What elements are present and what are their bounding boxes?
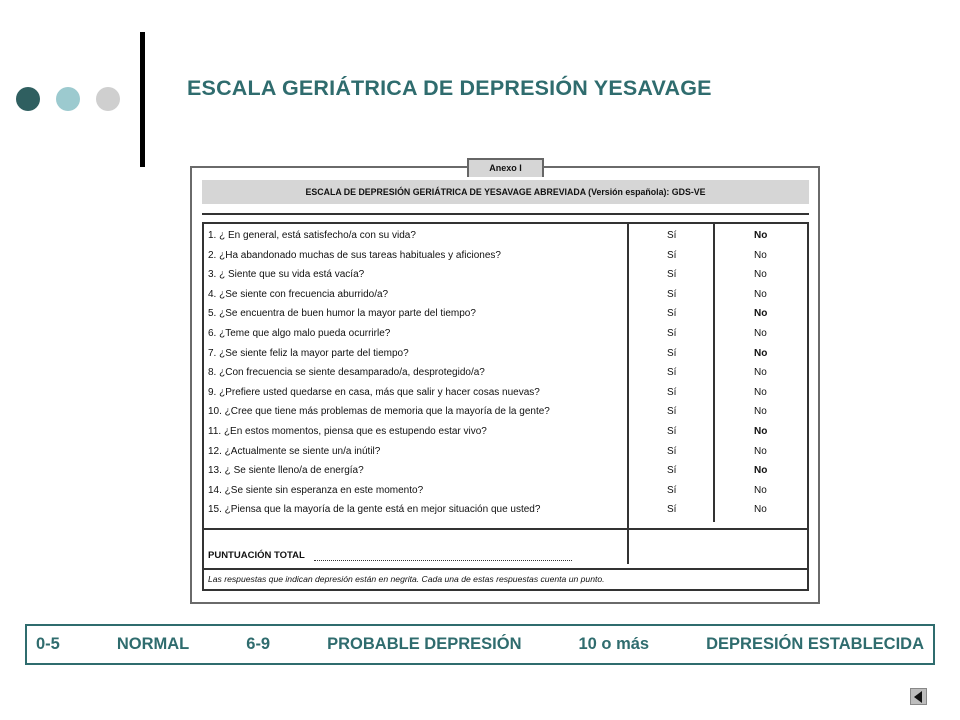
heading-rule — [202, 213, 809, 215]
question-row — [204, 345, 807, 365]
questions-table — [202, 222, 809, 591]
question-text: 9. ¿Prefiere usted quedarse en casa, más que salir y hacer cosas nuevas? — [208, 386, 540, 398]
question-text: 13. ¿ Se siente lleno/a de energía? — [208, 465, 364, 477]
question-row — [204, 462, 807, 482]
scanned-questionnaire — [190, 166, 820, 604]
back-nav-button[interactable] — [910, 688, 927, 705]
question-text: 14. ¿Se siente sin esperanza en este momento? — [208, 484, 424, 496]
triangle-left-icon — [914, 691, 922, 703]
question-text: 10. ¿Cree que tiene más problemas de memoria que la mayoría de la gente? — [208, 406, 550, 418]
total-score-label: PUNTUACIÓN TOTAL — [208, 550, 305, 561]
question-row — [204, 384, 807, 404]
question-text: 8. ¿Con frecuencia se siente desamparado/a, desprotegido/a? — [208, 367, 485, 379]
normal-range: 0-5 — [36, 635, 60, 653]
answer-no: No — [754, 426, 768, 437]
question-row — [204, 325, 807, 345]
answer-si: Sí — [667, 465, 677, 477]
answer-no: No — [754, 308, 768, 320]
scoring-legend — [25, 624, 935, 665]
total-score-dotted-line — [314, 552, 572, 561]
question-text: 6. ¿Teme que algo malo pueda ocurrirle? — [208, 328, 391, 339]
answer-si: Sí — [667, 288, 677, 300]
answer-si: Sí — [667, 367, 677, 379]
answer-no: No — [754, 328, 767, 339]
question-text: 2. ¿Ha abandonado muchas de sus tareas habituales y aficiones? — [208, 249, 501, 261]
answer-si: Sí — [667, 445, 677, 457]
row-divider — [204, 568, 807, 570]
established-range: 10 o más — [578, 635, 650, 653]
question-row — [204, 501, 807, 521]
questionnaire-heading: ESCALA DE DEPRESIÓN GERIÁTRICA DE YESAVAGE ABREVIADA (Versión española): GDS-VE — [202, 180, 809, 204]
answer-si: Sí — [667, 347, 677, 359]
answer-no: No — [754, 269, 767, 281]
question-text: 15. ¿Piensa que la mayoría de la gente está en mejor situación que usted? — [208, 504, 541, 516]
answer-si: Sí — [667, 269, 677, 281]
answer-no: No — [754, 445, 767, 457]
answer-no: No — [754, 504, 767, 516]
question-row — [204, 443, 807, 463]
question-row — [204, 364, 807, 384]
question-text: 12. ¿Actualmente se siente un/a inútil? — [208, 445, 381, 457]
probable-label: PROBABLE DEPRESIÓN — [327, 635, 522, 653]
question-row — [204, 266, 807, 286]
question-text: 3. ¿ Siente que su vida está vacía? — [208, 269, 365, 281]
question-text: 11. ¿En estos momentos, piensa que es estupendo estar vivo? — [208, 426, 487, 437]
annex-tab: Anexo I — [467, 158, 544, 177]
gray-dot — [96, 87, 120, 111]
answer-no: No — [754, 465, 768, 477]
answer-no: No — [754, 484, 767, 496]
answer-si: Sí — [667, 504, 677, 516]
question-text: 1. ¿ En general, está satisfecho/a con su vida? — [208, 230, 416, 241]
question-text: 4. ¿Se siente con frecuencia aburrido/a? — [208, 288, 389, 300]
question-row — [204, 423, 807, 443]
answer-no: No — [754, 347, 768, 359]
answer-si: Sí — [667, 386, 677, 398]
answer-no: No — [754, 406, 767, 418]
question-row — [204, 482, 807, 502]
question-row — [204, 247, 807, 267]
answer-si: Sí — [667, 308, 677, 320]
question-row — [204, 286, 807, 306]
answer-si: Sí — [667, 406, 677, 418]
slide-title: ESCALA GERIÁTRICA DE DEPRESIÓN YESAVAGE — [187, 76, 712, 100]
title-divider — [140, 32, 145, 167]
question-row — [204, 403, 807, 423]
normal-label: NORMAL — [116, 635, 190, 653]
scoring-note: Las respuestas que indican depresión están en negrita. Cada una de estas respuestas cuenta un punto. — [208, 574, 605, 584]
established-label: DEPRESIÓN ESTABLECIDA — [706, 635, 924, 653]
row-divider — [204, 528, 807, 530]
dark-teal-dot — [16, 87, 40, 111]
answer-no: No — [754, 230, 768, 241]
light-teal-dot — [56, 87, 80, 111]
question-text: 7. ¿Se siente feliz la mayor parte del tiempo? — [208, 347, 409, 359]
question-row — [204, 305, 807, 325]
answer-si: Sí — [667, 484, 677, 496]
probable-range: 6-9 — [246, 635, 271, 653]
answer-si: Sí — [667, 230, 677, 241]
answer-no: No — [754, 249, 767, 261]
answer-no: No — [754, 386, 767, 398]
answer-si: Sí — [667, 328, 677, 339]
question-row — [204, 227, 807, 247]
question-text: 5. ¿Se encuentra de buen humor la mayor parte del tiempo? — [208, 308, 476, 320]
answer-si: Sí — [667, 249, 677, 261]
answer-no: No — [754, 288, 767, 300]
answer-no: No — [754, 367, 767, 379]
answer-si: Sí — [667, 426, 677, 437]
